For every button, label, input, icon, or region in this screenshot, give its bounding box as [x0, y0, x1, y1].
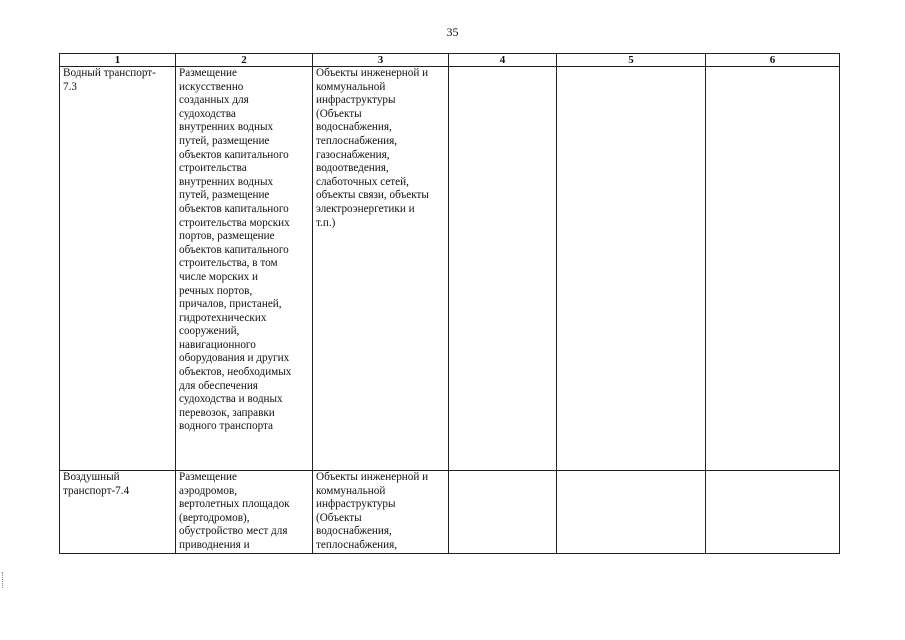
- column-header-3: 3: [313, 54, 449, 67]
- use-type-cell: Водный транспорт- 7.3: [60, 67, 176, 471]
- column-5-cell: [557, 471, 706, 554]
- page-number: 35: [446, 25, 459, 39]
- table-header-row: [60, 54, 840, 67]
- table-row: [60, 67, 840, 471]
- scan-artifact: [2, 572, 9, 588]
- use-type-cell: Воздушный транспорт-7.4: [60, 471, 176, 554]
- use-description-cell: Размещение аэродромов, вертолетных площадок (вертодромов), обустройство мест для приводнения и: [176, 471, 313, 554]
- column-header-2: 2: [176, 54, 313, 67]
- permitted-objects-cell: Объекты инженерной и коммунальной инфраструктуры (Объекты водоснабжения, теплоснабжения,: [313, 471, 449, 554]
- column-header-1: 1: [60, 54, 176, 67]
- permitted-objects-cell: Объекты инженерной и коммунальной инфраструктуры (Объекты водоснабжения, теплоснабжения, газоснабжения, водоотведения, слаботочных сетей, объекты связи, объекты электроэнергетики и т.п.): [313, 67, 449, 471]
- table-row: [60, 471, 840, 554]
- column-header-4: 4: [449, 54, 557, 67]
- column-6-cell: [706, 67, 840, 471]
- column-4-cell: [449, 471, 557, 554]
- column-5-cell: [557, 67, 706, 471]
- use-description-cell: Размещение искусственно созданных для судоходства внутренних водных путей, размещение объектов капитального строительства внутренних водных путей, размещение объектов капитального строительства морских портов, размещение объектов капитального строительства, в том числе морских и речных портов, причалов, пристаней, гидротехнических сооружений, навигационного оборудования и других объектов, необходимых для обеспечения судоходства и водных перевозок, заправки водного транспорта: [176, 67, 313, 471]
- land-use-table: [59, 53, 840, 554]
- column-header-5: 5: [557, 54, 706, 67]
- column-4-cell: [449, 67, 557, 471]
- column-header-6: 6: [706, 54, 840, 67]
- column-6-cell: [706, 471, 840, 554]
